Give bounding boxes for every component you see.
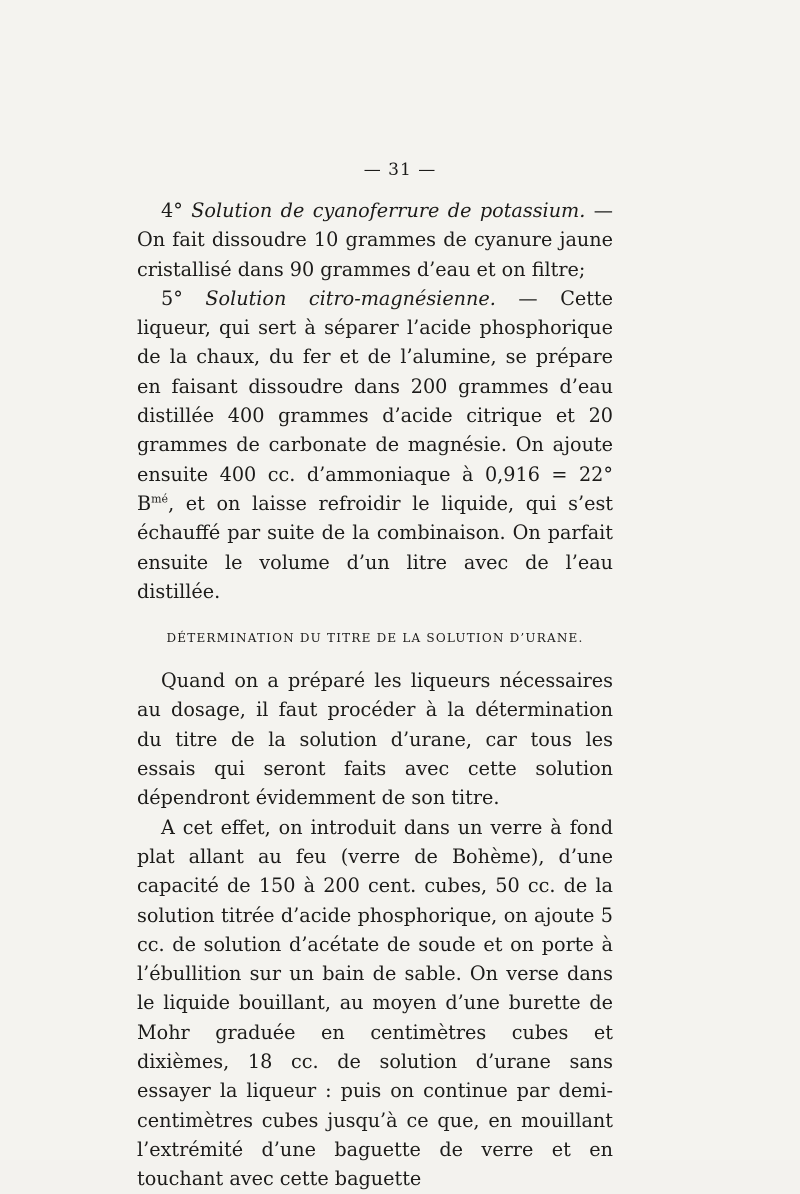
paragraph-citro-magnesienne [137, 284, 613, 606]
page-text [137, 196, 613, 1194]
item-body-part1: — Cette liqueur, qui sert à séparer l’acide phosphorique de la chaux, du fer et de l’alumine, se prépare en faisant dissoudre dans 200 grammes d’eau distillée 400 grammes d’acide citrique et 20 grammes de carbonate de magnésie. On ajoute ensuite 400 cc. d’ammoniaque à 0,916 = 22° B [137, 286, 614, 515]
page-number: — 31 — [363, 160, 437, 180]
superscript-me: mé [151, 492, 169, 506]
paragraph-quand: Quand on a préparé les liqueurs nécessaires au dosage, il faut procéder à la détermination du titre de la solution d’urane, car tous les essais qui seront faits avec cette solution dépendront évidemment de son titre. [137, 669, 613, 810]
item-title: Solution citro-magnésienne. [205, 286, 496, 310]
section-heading: DÉTERMINATION DU TITRE DE LA SOLUTION D’URANE. [166, 631, 584, 646]
item-title: Solution de cyanoferrure de potassium. [191, 199, 586, 222]
item-number: 4° [161, 199, 183, 222]
item-body: — On fait dissoudre 10 grammes de cyanure jaune cristallisé dans 90 grammes d’eau et on filtre; [137, 199, 613, 281]
paragraph-cyanoferrure [137, 196, 613, 284]
paragraph-a-cet-effet: A cet effet, on introduit dans un verre à fond plat allant au feu (verre de Bohème), d’une capacité de 150 à 200 cent. cubes, 50 cc. de la solution titrée d’acide phosphorique, on ajoute 5 cc. de solution d’acétate de soude et on porte à l’ébullition sur un bain de sable. On verse dans le liquide bouillant, au moyen d’une burette de Mohr graduée en centimètres cubes et dixièmes, 18 cc. de solution d’urane sans essayer la liqueur : puis on continue par demi-centimètres cubes jusqu’à ce que, en mouillant l’extrémité d’une baguette de verre et en touchant avec cette baguette [137, 815, 613, 1191]
item-number: 5° [161, 286, 183, 310]
item-body-part2: , et on laisse refroidir le liquide, qui s’est échauffé par suite de la combinaison. On parfait ensuite le volume d’un litre avec de l’eau distillée. [137, 491, 613, 603]
